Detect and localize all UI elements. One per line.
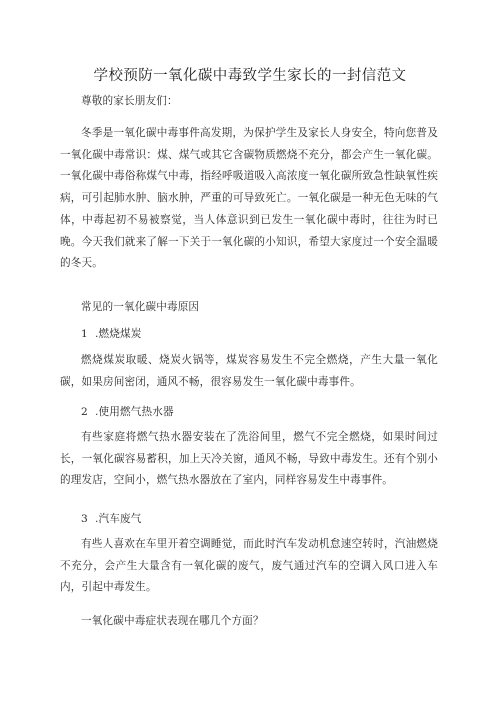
cause-1-body: 燃烧煤炭取暖、烧炭火锅等，煤炭容易发生不完全燃烧，产生大量一氧化碳，如果房间密闭，通风不畅，很容易发生一氧化碳中毒事件。 — [60, 354, 438, 388]
cause-2-body: 有些家庭将燃气热水器安装在了洗浴间里，燃气不完全燃烧，如果时间过长，一氧化碳容易蓄积，加上天冷关窗，通风不畅，导致中毒发生。还有个别小的理发店，空间小，燃气热水器放在了室内，同样容易发生中毒事件。 — [60, 431, 438, 487]
cause-1-heading — [81, 324, 142, 346]
intro-paragraph: 冬季是一氧化碳中毒事件高发期，为保护学生及家长人身安全，特向您普及一氧化碳中毒常识：煤、煤气或其它含碳物质燃烧不充分，都会产生一氧化碳。一氧化碳中毒俗称煤气中毒，指经呼吸道吸入高浓度一氧化碳所致急性缺氧性疾病，可引起肺水肿、脑水肿，严重的可导致死亡。一氧化碳是一种无色无味的气体，中毒起初不易被察觉，当人体意识到已发生一氧化碳中毒时，往往为时已晚。今天我们就来了解一下关于一氧化碳的小知识，希望大家度过一个安全温暖的冬天。 — [60, 127, 438, 270]
cause-2-heading — [81, 402, 174, 424]
cause-1-number: 1 — [81, 328, 88, 340]
cause-2-title: .使用燃气热水器 — [95, 406, 174, 418]
greeting: 尊敬的家长朋友们： — [81, 95, 178, 107]
symptoms-heading: 一氧化碳中毒症状表现在哪几个方面？ — [81, 615, 264, 627]
causes-heading: 常见的一氧化碳中毒原因 — [81, 301, 200, 313]
cause-3-heading — [81, 509, 142, 531]
cause-3-body: 有些人喜欢在车里开着空调睡觉，而此时汽车发动机怠速空转时，汽油燃烧不充分，会产生大量含有一氧化碳的废气，废气通过汽车的空调入风口进入车内，引起中毒发生。 — [60, 538, 438, 594]
cause-2-number: 2 — [81, 406, 88, 418]
cause-1-title: .燃烧煤炭 — [95, 328, 142, 340]
cause-3-title: .汽车废气 — [95, 513, 142, 525]
document-title: 学校预防一氧化碳中毒致学生家长的一封信范文 — [93, 68, 407, 84]
cause-3-number: 3 — [81, 513, 88, 525]
